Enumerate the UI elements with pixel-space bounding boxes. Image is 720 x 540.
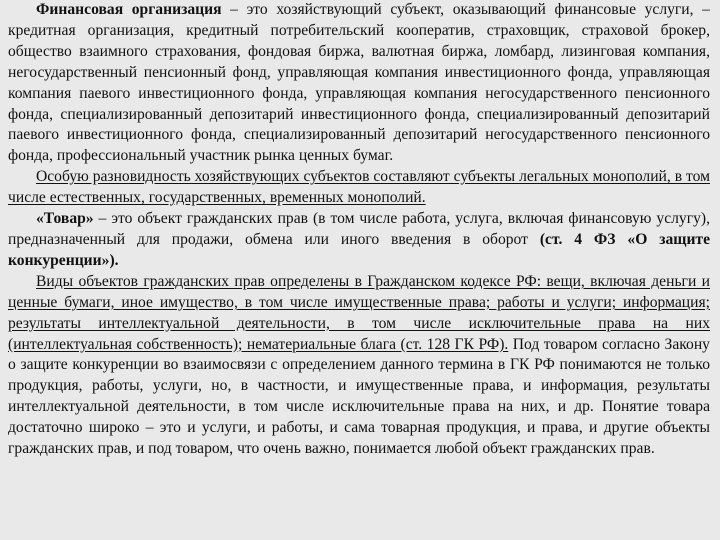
legal-monopolies-text: Особую разновидность хозяйствующих субъектов составляют субъекты легальных монополий, в том числе естественных, государственных, временных монополий. (8, 168, 710, 207)
paragraph-goods-definition (8, 209, 710, 272)
paragraph-civil-rights-objects (8, 272, 710, 460)
term-goods: «Товар» (36, 210, 94, 228)
goods-definition-text: – это объект гражданских прав (в том числе работа, услуга, включая финансовую услугу), предназначенный для продажи, обмена или иного введения в оборот (8, 210, 710, 248)
civil-rights-objects-list: Виды объектов гражданских прав определены в Гражданском кодексе РФ: вещи, включая деньги и ценные бумаги, иное имущество, в том числе имущественные права; работы и услуги; информация; результаты интеллектуальной деятельности, в том числе исключительные права на них (интеллектуальная собственность); нематериальные блага (ст. 128 ГК РФ). (8, 272, 710, 353)
paragraph-legal-monopolies (8, 167, 710, 209)
paragraph-financial-organization (8, 0, 710, 167)
goods-law-reference: (ст. 4 ФЗ «О защите конкуренции»). (8, 230, 711, 269)
financial-organization-definition: – это хозяйствующий субъект, оказывающий финансовые услуги, – кредитная организация, кредитный потребительский кооператив, страховщик, страховой брокер, общество взаимного страхования, фондовая биржа, валютная биржа, ломбард, лизинговая компания, негосударственный пенсионный фонд, управляющая компания инвестиционного фонда, управляющая компания паевого инвестиционного фонда, управляющая компания негосударственного пенсионного фонда, специализированный депозитарий инвестиционного фонда, специализированный депозитарий паевого инвестиционного фонда, специализированный депозитарий негосударственного пенсионного фонда, профессиональный участник рынка ценных бумаг. (8, 1, 710, 165)
term-financial-organization: Финансовая организация (36, 1, 222, 18)
goods-interpretation-text: Под товаром согласно Закону о защите конкуренции во взаимосвязи с определением данного термина в ГК РФ понимаются не только продукция, работы, услуги, но, в частности, и имущественные права, и информация, результаты интеллектуальной деятельности, в том числе исключительные права на них, и др. Понятие товара достаточно широко – это и услуги, и работы, и сама товарная продукция, и права, и другие объекты гражданских прав, и под товаром, что очень важно, понимается любой объект гражданских прав. (8, 335, 710, 458)
